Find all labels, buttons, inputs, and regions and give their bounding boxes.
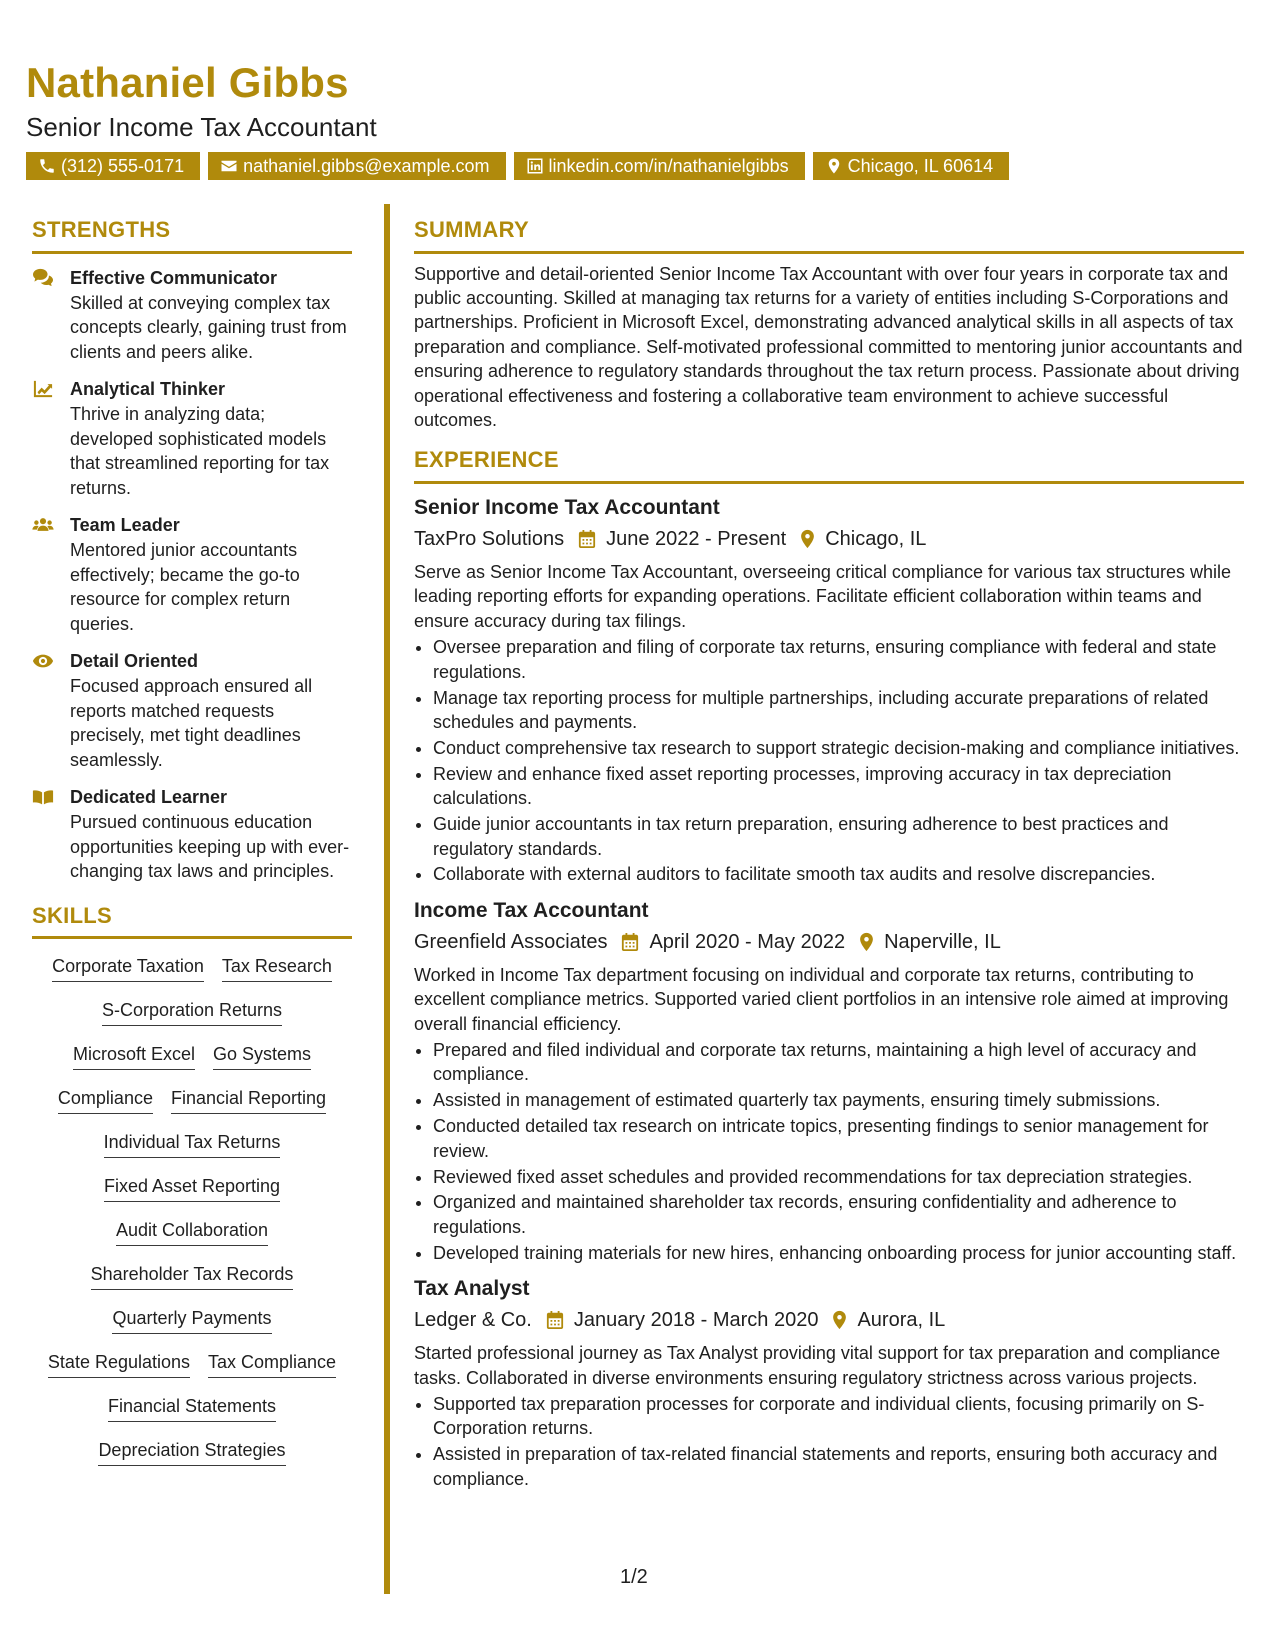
- skill-tag: Fixed Asset Reporting: [104, 1173, 280, 1202]
- map-pin-icon: [800, 529, 815, 549]
- strength-item: [32, 377, 352, 500]
- job-location: Chicago, IL: [825, 528, 927, 551]
- phone-icon: [38, 157, 56, 175]
- job-entry: [414, 494, 1244, 887]
- experience-heading: EXPERIENCE: [414, 446, 1244, 484]
- strength-item: [32, 266, 352, 365]
- phone-text: (312) 555-0171: [61, 156, 185, 176]
- email-text: nathaniel.gibbs@example.com: [243, 156, 490, 176]
- skill-tag: Depreciation Strategies: [98, 1437, 285, 1466]
- job-bullet: • Oversee preparation and filing of corporate tax returns, ensuring compliance with federal and state regulations.: [433, 635, 1244, 684]
- map-pin-icon: [859, 932, 874, 952]
- calendar-icon: [578, 529, 596, 549]
- strength-title: Detail Oriented: [70, 651, 199, 672]
- column-divider: [384, 204, 390, 1594]
- skill-tag: Financial Statements: [108, 1393, 276, 1422]
- job-bullets: [414, 1392, 1244, 1491]
- linkedin-text: linkedin.com/in/nathanielgibbs: [548, 156, 789, 176]
- users-icon: [32, 515, 54, 535]
- job-entry: [414, 897, 1244, 1265]
- strength-title: Effective Communicator: [70, 267, 278, 288]
- map-pin-icon: [832, 1310, 847, 1330]
- envelope-icon: [220, 157, 238, 175]
- skill-tag: Microsoft Excel: [73, 1041, 195, 1070]
- job-location: Naperville, IL: [884, 930, 1001, 953]
- strength-title: Dedicated Learner: [70, 787, 228, 808]
- right-column: [414, 216, 1244, 1493]
- speech-bubbles-icon: [32, 268, 54, 288]
- open-book-icon: [32, 787, 54, 807]
- page-number: 1/2: [620, 1566, 648, 1588]
- calendar-icon: [621, 932, 639, 952]
- job-bullets: [414, 1038, 1244, 1265]
- job-meta: [414, 927, 1244, 957]
- strength-description: Skilled at conveying complex tax concepts clearly, gaining trust from clients and peers alike.: [70, 292, 347, 362]
- contact-bar: [26, 152, 1009, 180]
- skills-section: [32, 902, 352, 1474]
- job-description: Serve as Senior Income Tax Accountant, overseeing critical compliance for various tax structures while leading reporting efforts for expanding operations. Facilitate efficient collaboration within teams and ensure accuracy during tax filings.: [414, 562, 1232, 631]
- job-dates: June 2022 - Present: [606, 528, 787, 551]
- strengths-heading: STRENGTHS: [32, 216, 352, 254]
- job-bullet: • Supported tax preparation processes for corporate and individual clients, focusing primarily on S-Corporation returns.: [433, 1392, 1244, 1441]
- job-company: Ledger & Co.: [414, 1309, 532, 1332]
- skill-tag: Compliance: [58, 1085, 153, 1114]
- job-company: TaxPro Solutions: [414, 528, 565, 551]
- job-bullet: • Assisted in preparation of tax-related financial statements and reports, ensuring both accuracy and compliance.: [433, 1442, 1244, 1491]
- skill-tag: Quarterly Payments: [112, 1305, 271, 1334]
- location-text: Chicago, IL 60614: [847, 156, 994, 176]
- job-dates: January 2018 - March 2020: [573, 1309, 819, 1332]
- skill-tag: Corporate Taxation: [52, 953, 204, 982]
- skill-tag: Financial Reporting: [171, 1085, 326, 1114]
- job-role: Senior Income Tax Accountant: [414, 496, 720, 520]
- linkedin-icon: [526, 157, 544, 175]
- strength-title: Analytical Thinker: [70, 379, 226, 400]
- strengths-list: [32, 266, 352, 884]
- skill-tag: Shareholder Tax Records: [91, 1261, 294, 1290]
- email-contact[interactable]: [208, 152, 505, 180]
- job-location: Aurora, IL: [857, 1309, 946, 1332]
- job-bullet: • Manage tax reporting process for multiple partnerships, including accurate preparations of related schedules and payments.: [433, 686, 1244, 735]
- skill-tag: Tax Research: [222, 953, 332, 982]
- phone-contact[interactable]: [26, 152, 200, 180]
- job-dates: April 2020 - May 2022: [649, 930, 846, 953]
- summary-text: Supportive and detail-oriented Senior Income Tax Accountant with over four years in corporate tax and public accounting. Skilled at managing tax returns for a variety of entities including S-Corporations and partnerships. Proficient in Microsoft Excel, demonstrating advanced analytical skills in all aspects of tax preparation and compliance. Self-motivated professional committed to mentoring junior accountants and ensuring adherence to regulatory standards throughout the tax return process. Passionate about driving operational effectiveness and fostering a collaborative team environment to achieve successful outcomes.: [414, 263, 1243, 431]
- candidate-title: Senior Income Tax Accountant: [26, 112, 377, 142]
- skills-list: [32, 939, 352, 1473]
- job-role: Tax Analyst: [414, 1277, 530, 1301]
- experience-section: [414, 446, 1244, 1491]
- strengths-section: [32, 216, 352, 884]
- linkedin-contact[interactable]: [514, 152, 805, 180]
- skill-tag: Audit Collaboration: [116, 1217, 268, 1246]
- job-description: Worked in Income Tax department focusing on individual and corporate tax returns, contributing to excellent compliance metrics. Supported varied client portfolios in an intensive role aimed at improving overall financial efficiency.: [414, 964, 1229, 1034]
- location-contact[interactable]: [813, 152, 1009, 180]
- skill-tag: Individual Tax Returns: [104, 1129, 281, 1158]
- left-column: [32, 216, 352, 1473]
- job-bullets: [414, 635, 1244, 887]
- skill-tag: Go Systems: [213, 1041, 311, 1070]
- job-company: Greenfield Associates: [414, 930, 608, 953]
- job-meta: [414, 524, 1244, 554]
- job-bullet: • Review and enhance fixed asset reporting processes, improving accuracy in tax depreciation calculations.: [433, 762, 1244, 811]
- calendar-icon: [546, 1310, 564, 1330]
- job-bullet: • Reviewed fixed asset schedules and provided recommendations for tax depreciation strategies.: [433, 1165, 1244, 1189]
- candidate-name: Nathaniel Gibbs: [26, 59, 349, 106]
- job-bullet: • Assisted in management of estimated quarterly tax payments, ensuring timely submissions.: [433, 1088, 1244, 1112]
- job-bullet: • Conduct comprehensive tax research to support strategic decision-making and compliance initiatives.: [433, 736, 1244, 760]
- skills-heading: SKILLS: [32, 902, 352, 940]
- skill-tag: Tax Compliance: [208, 1349, 336, 1378]
- strength-item: [32, 649, 352, 772]
- strength-title: Team Leader: [70, 515, 180, 536]
- job-bullet: • Developed training materials for new hires, enhancing onboarding process for junior accounting staff.: [433, 1241, 1244, 1265]
- job-bullet: • Organized and maintained shareholder tax records, ensuring confidentiality and adherence to regulations.: [433, 1190, 1244, 1239]
- job-role: Income Tax Accountant: [414, 898, 649, 922]
- summary-heading: SUMMARY: [414, 216, 1244, 254]
- strength-description: Mentored junior accountants effectively; became the go-to resource for complex return queries.: [70, 540, 300, 634]
- strength-item: [32, 513, 352, 636]
- strength-description: Pursued continuous education opportunities keeping up with ever-changing tax laws and principles.: [70, 812, 350, 882]
- map-pin-icon: [825, 157, 843, 175]
- skill-tag: S-Corporation Returns: [102, 997, 282, 1026]
- eye-icon: [32, 651, 54, 671]
- job-bullet: • Guide junior accountants in tax return preparation, ensuring adherence to best practices and regulatory standards.: [433, 812, 1244, 861]
- strength-item: [32, 785, 352, 884]
- job-meta: [414, 1305, 1244, 1335]
- strength-description: Thrive in analyzing data; developed sophisticated models that streamlined reporting for tax returns.: [70, 404, 330, 498]
- line-chart-icon: [32, 379, 54, 399]
- job-description: Started professional journey as Tax Analyst providing vital support for tax preparation and compliance tasks. Collaborated in diverse environments ensuring regulatory strictness across various projects.: [414, 1343, 1221, 1388]
- strength-description: Focused approach ensured all reports matched requests precisely, met tight deadlines seamlessly.: [70, 676, 313, 770]
- summary-section: [414, 216, 1244, 432]
- skill-tag: State Regulations: [48, 1349, 190, 1378]
- job-bullet: • Conducted detailed tax research on intricate topics, presenting findings to senior management for review.: [433, 1114, 1244, 1163]
- job-bullet: • Prepared and filed individual and corporate tax returns, maintaining a high level of accuracy and compliance.: [433, 1038, 1244, 1087]
- job-bullet: • Collaborate with external auditors to facilitate smooth tax audits and resolve discrepancies.: [433, 862, 1244, 886]
- job-entry: [414, 1275, 1244, 1491]
